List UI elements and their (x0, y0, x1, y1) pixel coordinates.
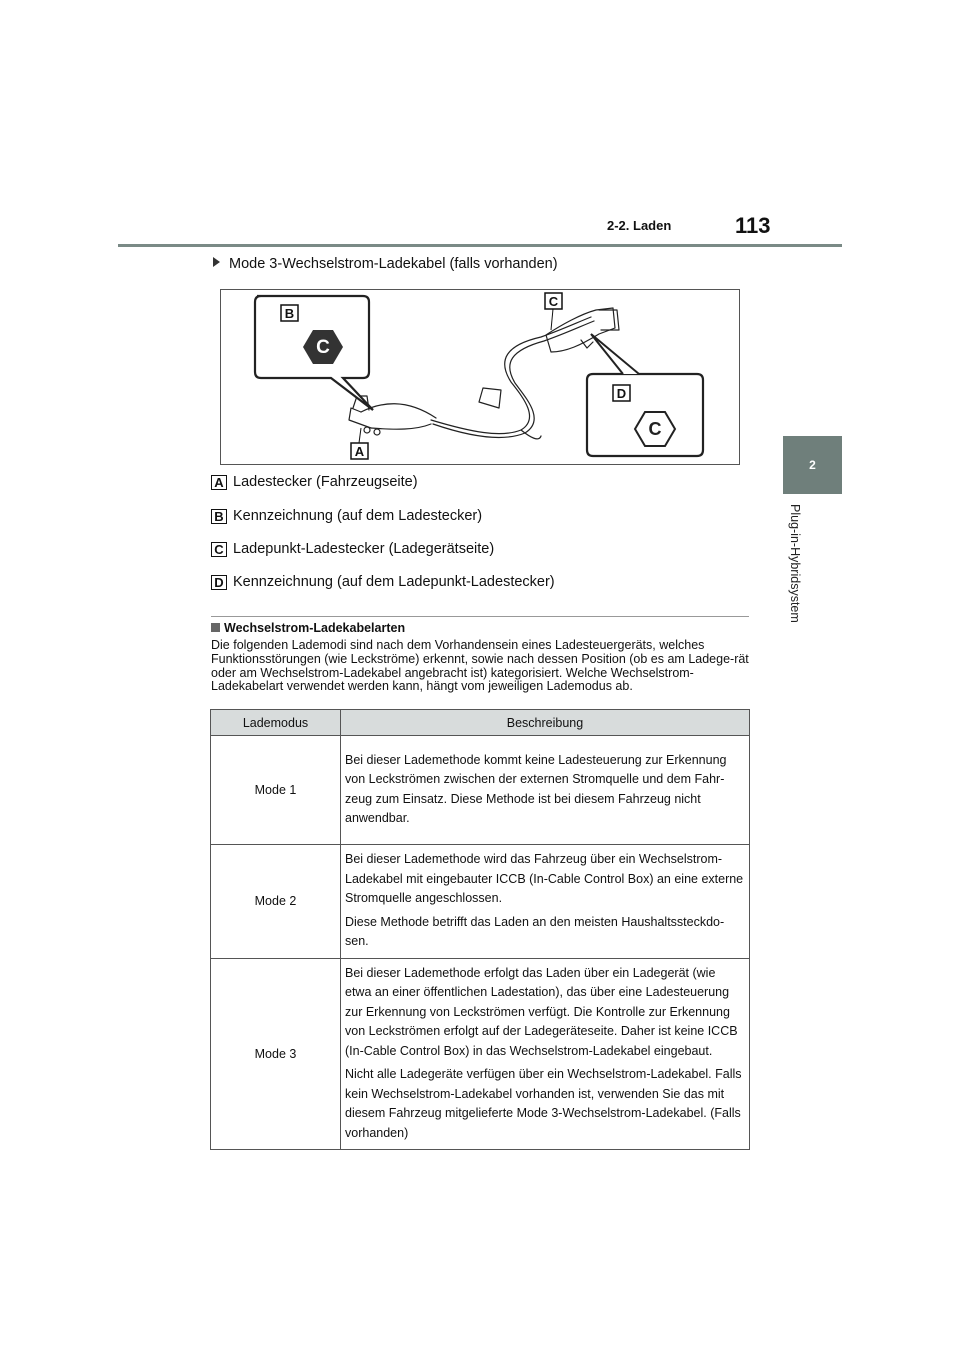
square-bullet-icon (211, 623, 220, 632)
mode-cell: Mode 1 (211, 736, 341, 845)
figure-intro (213, 256, 558, 272)
legend-text: Ladestecker (Fahrzeugseite) (233, 474, 418, 490)
table-row (211, 845, 750, 959)
chapter-title-text: Plug-in-Hybridsystem (788, 504, 802, 623)
legend-tag: A (211, 475, 227, 490)
marking-letter-d: C (648, 419, 662, 439)
header-divider (118, 244, 842, 247)
table-row (211, 736, 750, 845)
legend-tag: C (211, 542, 227, 557)
marking-letter: C (316, 337, 330, 358)
description-cell (341, 958, 750, 1150)
chapter-title (784, 500, 810, 640)
table-row (211, 958, 750, 1150)
description-paragraph: Diese Methode betrifft das Laden an den meisten Haushaltssteckdo-sen. (345, 914, 725, 948)
figure-label-a: A (354, 444, 365, 459)
table-header-row (211, 710, 750, 736)
description-cell (341, 845, 750, 959)
subsection-heading (211, 621, 405, 635)
legend-text: Kennzeichnung (auf dem Ladepunkt-Ladestecker) (233, 574, 555, 590)
legend-text: Ladepunkt-Ladestecker (Ladegerätseite) (233, 541, 495, 557)
legend-item-c (211, 541, 494, 557)
cable-illustration (220, 289, 740, 465)
legend-tag: B (211, 509, 227, 524)
figure-label-b: B (284, 306, 295, 321)
legend-text: Kennzeichnung (auf dem Ladestecker) (233, 508, 483, 524)
section-title: 2-2. Laden (607, 218, 672, 233)
section-divider (211, 616, 749, 617)
figure-intro-text: Mode 3-Wechselstrom-Ladekabel (falls vorhanden) (229, 256, 558, 272)
legend-tag: D (211, 575, 227, 590)
description-cell (341, 736, 750, 845)
charging-mode-table (210, 709, 750, 1150)
figure-label-c: C (548, 294, 559, 309)
description-paragraph: Bei dieser Lademethode kommt keine Ladesteuerung zur Erkennung von Leckströmen zwischen der externen Stromquelle und dem Fahr-zeug zum Einsatz. Diese Methode ist bei diesem Fahrzeug nicht anwendbar. (345, 752, 727, 825)
column-header-mode: Lademodus (211, 710, 341, 736)
description-paragraph: Nicht alle Ladegeräte verfügen über ein Wechselstrom-Ladekabel. Falls kein Wechselstrom-Ladekabel vorhanden ist, verwenden Sie das mit diesem Fahrzeug mitgelieferte Mode 3-Wechselstrom-Ladekabel. (Falls vorhanden) (345, 1067, 742, 1140)
legend-item-b (211, 508, 482, 524)
charging-cable-drawing (221, 290, 739, 464)
mode-cell: Mode 2 (211, 845, 341, 959)
figure-label-d: D (616, 386, 627, 401)
legend-item-d (211, 574, 555, 590)
description-paragraph: Bei dieser Lademethode wird das Fahrzeug über ein Wechselstrom-Ladekabel mit eingebauter ICCB (In-Cable Control Box) an eine externe Stromquelle angeschlossen. (345, 852, 744, 905)
legend-item-a (211, 474, 418, 490)
chapter-tab: 2 (783, 436, 842, 494)
page-number: 113 (735, 213, 771, 238)
subsection-heading-text: Wechselstrom-Ladekabelarten (224, 621, 406, 635)
description-paragraph: Bei dieser Lademethode erfolgt das Laden über ein Ladegerät (wie etwa an einer öffentlichen Ladestation), das über eine Ladesteuerung zur Erkennung von Leckströmen verfügt. Die Kontrolle zur Erkennung von Leckströmen erfolgt auf der Ladegeräteseite. Daher ist keine ICCB (In-Cable Control Box) in das Wechselstrom-Ladekabel eingebaut. (345, 965, 738, 1058)
mode-cell: Mode 3 (211, 958, 341, 1150)
triangle-bullet-icon (213, 257, 220, 267)
subsection-body: Die folgenden Lademodi sind nach dem Vorhandensein eines Ladesteuergeräts, welches Funktionsstörungen (wie Leckströme) erkennt, sowie nach dessen Position (ob es am Ladege-rät oder am Wechselstrom-Ladekabel angebracht ist) kategorisiert. Welche Wechselstrom-Ladekabelart verwendet werden kann, hängt vom jeweiligen Lademodus ab. (211, 638, 749, 694)
column-header-description: Beschreibung (341, 710, 750, 736)
